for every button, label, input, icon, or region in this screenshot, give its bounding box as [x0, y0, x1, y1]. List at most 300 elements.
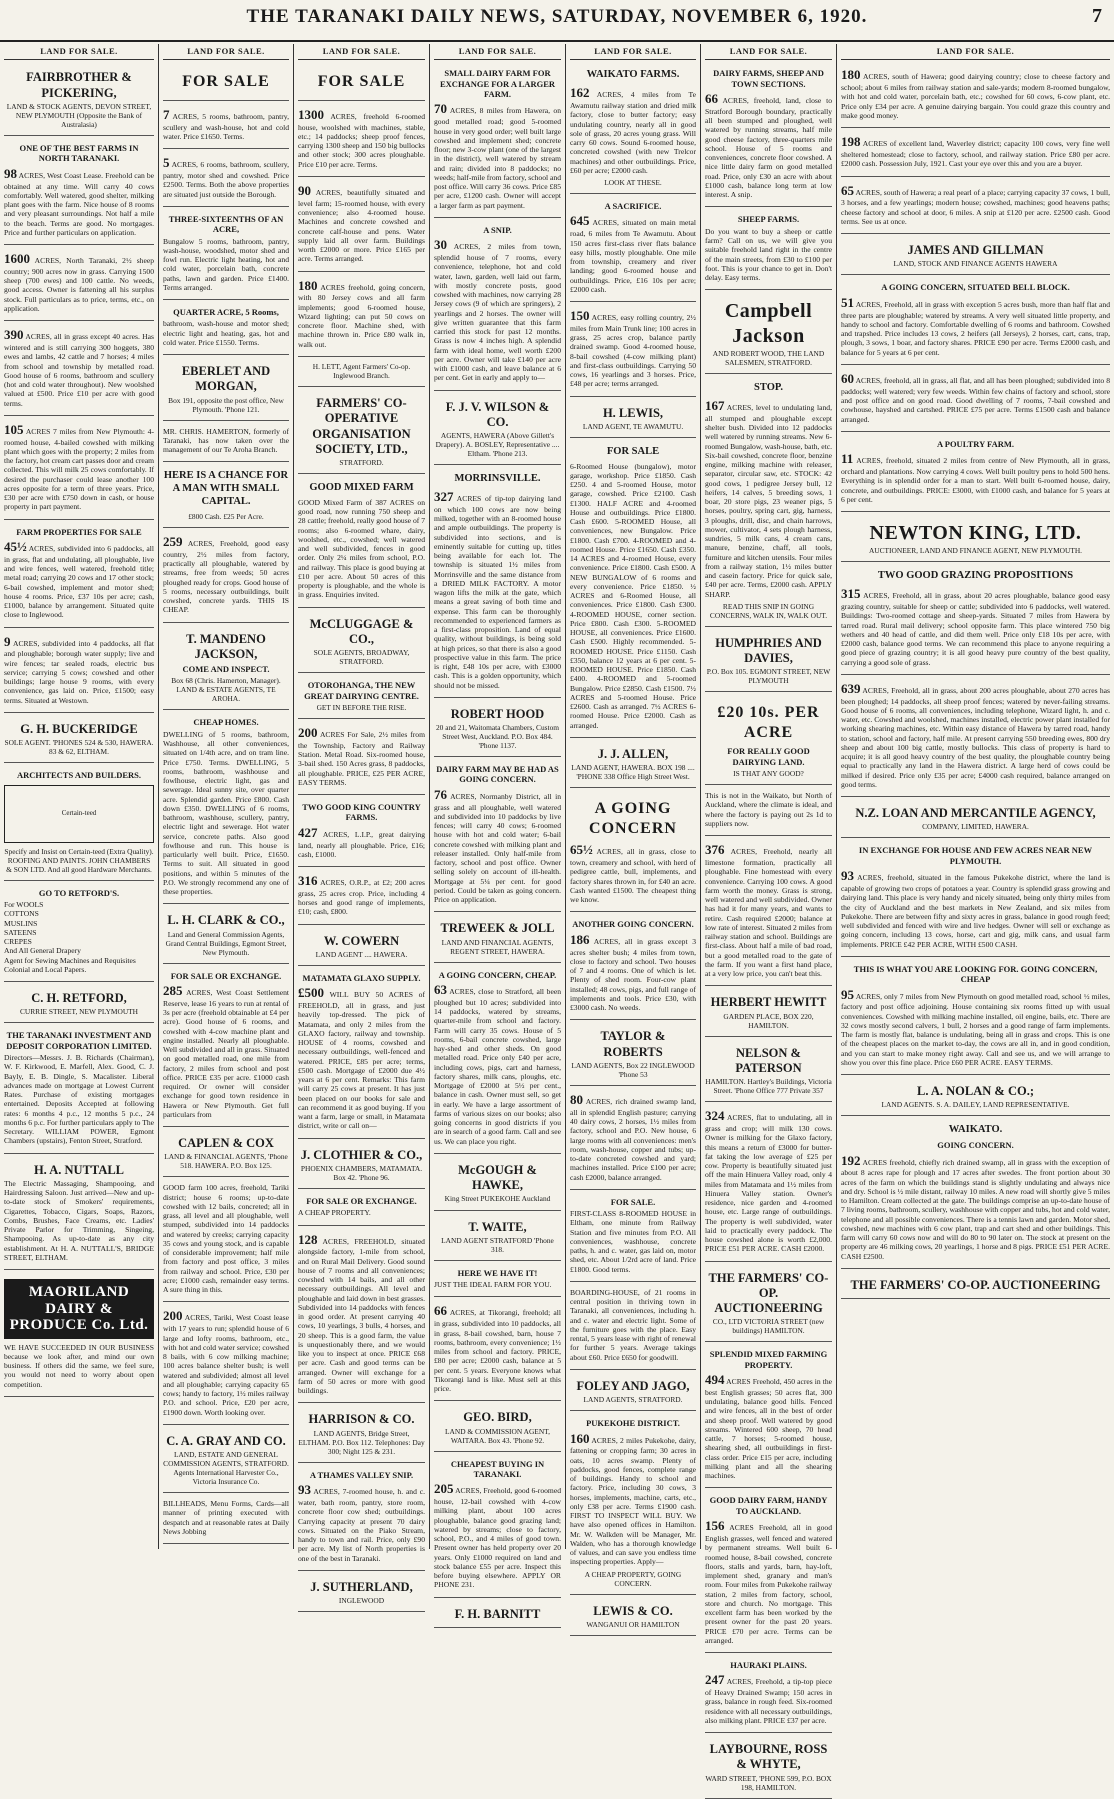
listing-acreage: 645 — [570, 213, 590, 229]
ad-subheading: A SNIP. — [483, 224, 512, 235]
listing-text — [434, 1303, 561, 1393]
advertisement — [298, 63, 425, 101]
advertisement — [705, 1735, 832, 1799]
listing-acreage: 63 — [434, 982, 447, 998]
listing-text — [705, 1108, 832, 1253]
listing-acreage: 1300 — [298, 106, 324, 122]
firm-address: AGENTS, HAWERA (Above Gillett's Drapery). A. BOSLEY, Representative .... Eltham. 'Phone 213. — [435, 431, 560, 459]
advertisement — [705, 694, 832, 785]
listing-body: ACRES, Freehold, all in grass, about 20 acres ploughable, balance good easy grazing country, suitable for sheep or cattle; subdivided into 6 paddocks, well watered. Buildings: Two-roomed cottage and sheep-yards. Situated 7 miles from Hawera by tarred road. Rural mail delivery; school opposite farm. This place wintered 750 big wethers and 40 head of cattle, and did them well. Price only £18 10s per acre, with £2000 cash, balance good terms. We can recommend this place to anyone requiring a good piece of grazing country; it is all good heavy pure country of the best quality, carrying a good sole of grass. — [841, 591, 1110, 667]
listing-body: ACRES 7 miles from New Plymouth: 4-roomed house, 4-bailed cowshed with milking plant which goes with the property; 2 miles from the factory, hot cream cart passes door and cream collected. This will milk 25 cows comfortably. If desired the purchaser could lease another 100 acres opposite for a term of three years. Price, £30 per acre with £750 down in cash, or house property in part payment. — [4, 426, 154, 512]
listing-text — [163, 319, 289, 347]
firm-name: CAPLEN & COX — [178, 1136, 274, 1151]
advertisement — [434, 1454, 561, 1598]
firm-address: LAND & COMMISSION AGENT, WAITARA. Box 43. 'Phone 92. — [445, 1426, 550, 1445]
advertisement — [298, 103, 425, 177]
firm-address: Land and General Commission Agents, Grand Central Buildings, Egmont Street, New Plymouth. — [165, 929, 287, 957]
advertisement — [841, 514, 1110, 562]
advertisement — [163, 423, 289, 463]
listing-acreage: 1600 — [4, 251, 30, 267]
advertisement — [163, 1179, 289, 1302]
listing-acreage: 105 — [4, 421, 24, 437]
advertisement — [298, 869, 425, 925]
advertisement — [4, 247, 154, 321]
listing-text — [841, 295, 1110, 357]
listing-body: ACRES, south of Hawera; a real pearl of a place; carrying capacity 37 cows, 1 bull, 3 horses, and a few yearlings; modern house; cowshed, machines; good heavens paths; cheese factory and school at door, 6 miles. A snip at £120 per acre. £2500 cash. Good terms. See us at once. — [841, 187, 1110, 226]
firm-name: FOLEY AND JAGO, — [576, 1378, 690, 1393]
advertisement — [298, 927, 425, 966]
listing-body: ACRES, freehold, all in grass, all flat, and all has been ploughed; subdivided into 8 paddocks; well watered; very few weeds. Within few chains of factory and school, store and post office and on good road. Good dwelling of 7 rooms, 7-bail cowshed and cowhouse, hayshed and cartshed. PRICE £75 per acre. Terms £1500 cash and balance arranged. — [841, 375, 1110, 424]
advertisement — [705, 1344, 832, 1488]
ad-headline: £20 10s. PER ACRE — [717, 704, 820, 741]
advertisement — [298, 274, 425, 357]
firm-name: FAIRBROTHER & PICKERING, — [26, 70, 132, 100]
company-logo: MAORILAND DAIRY & PRODUCE Co. Ltd. — [4, 1279, 154, 1339]
firm-name: THE FARMERS' CO-OP. AUCTIONEERING — [708, 1270, 829, 1316]
firm-name: J. CLOTHIER & CO., — [300, 1147, 423, 1162]
listing-text — [570, 1288, 696, 1362]
advertisement — [298, 1465, 425, 1571]
listing-acreage: £500 — [298, 985, 324, 1001]
ad-subheading: CHEAPEST BUYING IN TARANAKI. — [450, 1458, 545, 1479]
ad-subheading: HERE WE HAVE IT! — [457, 1267, 538, 1278]
firm-address: H. LETT, Agent Farmers' Co-op. Inglewood Branch. — [312, 361, 411, 380]
listing-body: ACRES, easy rolling country, 2½ miles from Main Trunk line; 100 acres in grass, 25 acres crop, balance partly drained swamp. Good 4-roomed house, 8-bail cowshed (4-cow milking plant) and first-class outbuildings. Carrying 50 cows, 16 yearlings and 3 horses. Price, £48 per acre; terms arranged. — [570, 313, 696, 389]
advertisement — [570, 740, 696, 788]
advertisement — [163, 1129, 289, 1177]
advertisement — [4, 418, 154, 520]
firm-name: T. MANDENO JACKSON, — [186, 631, 266, 661]
firm-address: Specify and Insist on Certain-teed (Extra Quality). ROOFING AND PAINTS. JOHN CHAMBERS & SON LTD. And all good Hardware Merchants. — [4, 846, 154, 874]
listing-body: ACRES freehold, going concern, with 80 Jersey cows and all farm implements; good 6-roomed house, Wizard lighting; can put 50 cows on concrete floor. Machine shed, with machine thrown in. Price £80 walk in, walk out. — [298, 282, 425, 349]
firm-address: SOLE AGENTS, BROADWAY, STRATFORD. — [313, 648, 410, 667]
firm-name: H. A. NUTTALL — [33, 1162, 125, 1177]
firm-address: LAND AGENT STRATFORD 'Phone 318. — [441, 1235, 554, 1254]
firm-address: STRATFORD. — [339, 458, 384, 468]
advertisement — [4, 323, 154, 416]
firm-name: LAYBOURNE, ROSS & WHYTE, — [709, 1742, 828, 1772]
ad-list-item: COTTONS — [4, 909, 39, 919]
advertisement — [570, 196, 696, 302]
ad-list-item: MUSLINS — [4, 918, 38, 928]
listing-text — [570, 1209, 696, 1274]
listing-acreage: 639 — [841, 680, 861, 696]
advertisement — [434, 914, 561, 962]
listing-body: ACRES, close to Stratford, all been ploughed but 10 acres; subdivided into 14 paddocks, watered by streams, quarter-mile from school and factory. Farm will carry 35 cows. House of 5 rooms, 6-bail concrete cowshed, large hay-shed and other sheds. On good metalled road. Price only £40 per acre, including cows, pigs, cart and harness, factory shares, milk cans, ploughs, etc. Mortgage of £2000 at 5½ per cent., balance in cash. Owner must sell, so get in early. We have a large assortment of farms of various sizes on our books; also going concerns in good districts if you are in search of a good farm. Call and see us. We can place you right. — [434, 987, 561, 1146]
ad-subheading: A THAMES VALLEY SNIP. — [309, 1469, 414, 1480]
advertisement — [434, 1213, 561, 1261]
firm-name: G. H. BUCKERIDGE — [20, 721, 138, 736]
listing-body: ACRES, 7-roomed house, h. and c. water, bath room, pantry, store room, concrete floor cow shed; outbuildings. Carrying capacity at present 70 dairy cows. Situated on the Piako Stream, handy to town and rail. Price, only £90 per acre. My list of North properties is one of the best in Taranaki. — [298, 1487, 426, 1563]
ad-heading: MORRINSVILLE. — [454, 473, 541, 485]
advertisement — [705, 1264, 832, 1343]
advertisement — [705, 376, 832, 627]
ad-subheading: A GOING CONCERN, SITUATED BELL BLOCK. — [881, 282, 1070, 293]
advertisement — [163, 712, 289, 904]
advertisement — [705, 1039, 832, 1103]
firm-address: HAMILTON. Hartley's Buildings, Victoria Street. 'Phone Office 777 Private 357 — [705, 1077, 832, 1096]
firm-address: LAND AGENTS, STRATFORD. — [583, 1395, 683, 1405]
advertisement — [163, 464, 289, 527]
advertisement — [298, 675, 425, 719]
listing-body: WE HAVE SUCCEEDED IN OUR BUSINESS because we look after, and mind our own business. If others did the same, we feel sure, you would not need to worry about open competition. — [4, 1342, 154, 1389]
ad-subheading: TWO GOOD KING COUNTRY FARMS. — [302, 802, 421, 823]
advertisement — [163, 302, 289, 355]
listing-body: ACRES, freehold, situated in the famous Pukekohe district, where the land is capable of growing two crops of potatoes a year. Country is splendid grass growing and dairying land. This place is very handy and nicely situated, being only thirty miles from the city of Auckland and the best markets in New Zealand, and six miles from Pukekohe. There are between fifty and sixty acres in grass, balance in good rough feed; well subdivided and fenced with wire and live hedges. Owner will sell or exchange as going concern, including 13 cows, horse, cart and gig, milk cans, and usual farm implements. PRICE £42 PER ACRE, WITH £500 CASH. — [841, 873, 1110, 949]
listing-body: ACRES, 6 rooms, bathroom, scullery, pantry, motor shed and cowshed. Price £2500. Terms. Both the above properties are situated just outside the Borough. — [163, 160, 290, 199]
advertisement — [570, 440, 696, 738]
firm-name: H. LEWIS, — [602, 405, 664, 420]
advertisement — [434, 1299, 561, 1401]
listing-body: ACRES, level to undulating land, all stumped and ploughable except shelter bush. Divided into 12 paddocks well watered by running streams. New 6-roomed Bungalow, wash-house, bath, etc. Six-bail cowshed, concrete floor, benzine engine, milking machine with releaser, separator, circular saw, etc. STOCK: 42 good cows, 1 pedigree Jersey bull, 12 heifers, 14 calves, 5 breeding sows, 1 boar, 20 store pigs, 23 weaner pigs, 5 horses, poultry, spring cart, gig, harness, 3 ploughs, drill, disc, and chain harrows, mower, cultivator, 4 sets plough harness, sundries, 5 milk cans, 4 cream cans, manure, benzine, chaff, all tools, furniture and kitchen utensils. Four miles from a railway station, 1½ miles butter and casein factory. Price for quick sale, £40 per acre. Terms, £2000 cash. APPLY SHARP. — [705, 402, 832, 599]
listing-text — [841, 134, 1110, 168]
listing-body: FIRST-CLASS 8-ROOMED HOUSE in Eltham, one minute from Railway Station and five minutes from P.O. All conveniences, washhouse, concrete paths, h. and c. water, gas laid on, motor shed, etc. About 1/2rd acre of land. Price £1800. Good terms. — [570, 1209, 696, 1274]
firm-address: LAND & FINANCIAL AGENTS, 'Phone 518. HAWERA. P.O. Box 125. — [164, 1152, 288, 1171]
advertisement — [570, 1192, 696, 1282]
listing-text — [298, 183, 425, 264]
firm-address: LAND AGENT, TE AWAMUTU. — [582, 421, 684, 431]
listing-acreage: 9 — [4, 633, 11, 649]
firm-name: F. H. BARNITT — [454, 1606, 541, 1621]
listing-body: ACRES, Freehold, good 6-roomed house, 12-bail cowshed with 4-cow milking plant, about 100 acres ploughable, balance good grazing land; watered by streams; close to factory, school, P.O., and 4 miles of good town. Present owner has held property over 20 years. Only £1000 required on land and stock balance £55 per acre. Inspect this before buying elsewhere. APPLY OR PHONE 231. — [434, 1486, 562, 1590]
firm-name: EBERLET AND MORGAN, — [181, 364, 271, 394]
advertisement — [841, 367, 1110, 432]
listing-acreage: 45½ — [4, 538, 27, 554]
ad-subheading: PUKEKOHE DISTRICT. — [586, 1418, 680, 1429]
firm-name: NELSON & PATERSON — [735, 1045, 802, 1075]
ad-headline: FOR SALE — [182, 73, 270, 91]
listing-text — [841, 868, 1110, 949]
advertisement — [841, 840, 1110, 956]
listing-body: ACRES of excellent land, Waverley district; capacity 100 cows, very fine well sheltered homestead; close to factory, school, and railway station. Price £80 per acre. £2000 cash. Possession July, 1921. Cast your eye over this and you are a buyer. — [841, 139, 1110, 169]
advertisement — [434, 63, 561, 217]
listing-acreage: 66 — [434, 1303, 447, 1319]
ad-heading: TWO GOOD GRAZING PROPOSITIONS — [877, 570, 1074, 582]
column-heading: LAND FOR SALE. — [434, 44, 561, 60]
listing-text — [705, 227, 832, 283]
ad-heading: FOR SALE — [606, 445, 660, 457]
advertisement — [705, 838, 832, 986]
listing-text — [163, 1499, 289, 1536]
listing-body: ACRES, FREEHOLD, situated alongside factory, 1-mile from school, and on Rural Mail Delivery. Good sound house of 7 rooms and all conveniences; cowshed with 14 bails, and all other necessary outbuildings. All level and ploughable and laid down in best grasses. Subdivided into 14 paddocks with fences in good order. At present carrying 40 cows, 10 yearlings, 3 bulls, 4 horses, and 20 sheep. This is a good farm, the value is unquestionably there, and we would like you to inspect at once. PRICE £68 per acre. Cash and good terms can be arranged. Owner will exchange for a farm of 50 acres or more with good buildings. — [298, 1236, 425, 1396]
advertisement — [570, 304, 696, 397]
listing-body: ACRES, at Tikorangi, freehold; all in grass, subdivided into 10 paddocks, all in grass, 8-bail cowshed, barn, house 7 rooms, bathroom, every convenience; 1½ miles from school and factory. PRICE, £80 per acre; £2000 cash, balance at 5 per cent. 5 years. Everyone knows what Tikorangi land is like. Must sell at this price. — [434, 1308, 561, 1394]
listing-text — [705, 91, 832, 199]
advertisement — [841, 277, 1110, 364]
advertisement — [298, 476, 425, 608]
listing-text — [298, 825, 425, 859]
firm-address: LAND AGENTS, Box 22 INGLEWOOD 'Phone 53 — [571, 1060, 695, 1079]
firm-address: LOOK AT THESE. — [604, 178, 662, 188]
listing-text — [163, 427, 289, 455]
advertisement — [298, 1141, 425, 1189]
ad-list-item: And All General Drapery — [4, 946, 81, 956]
ad-subheading: SMALL DAIRY FARM FOR EXCHANGE FOR A LARGER FARM. — [440, 68, 555, 100]
column-3 — [294, 44, 430, 1606]
listing-acreage: 198 — [841, 134, 861, 150]
advertisement — [163, 357, 289, 421]
firm-address: AUCTIONEER, LAND AND FINANCE AGENT, NEW PLYMOUTH. — [868, 546, 1083, 556]
firm-name: LEWIS & CO. — [593, 1603, 673, 1618]
firm-address: LAND AGENTS, Bridge Street, ELTHAM. P.O. Box 112. Telephones: Day 300; Night 125 & 231. — [298, 1428, 425, 1456]
firm-name: TREWEEK & JOLL — [440, 921, 555, 936]
ad-subheading: SHEEP FARMS. — [737, 214, 800, 225]
advertisement — [298, 389, 425, 474]
firm-address: READ THIS SNIP IN GOING CONCERNS, WALK IN, WALK OUT. — [709, 601, 828, 620]
column-heading: LAND FOR SALE. — [4, 44, 154, 60]
listing-body: This is not in the Waikato, but North of Auckland, where the climate is ideal, and where the factory is paying out 2s 1d to suppliers now. — [705, 791, 832, 828]
ad-list — [4, 900, 154, 974]
listing-acreage: 192 — [841, 1152, 861, 1168]
listing-acreage: 324 — [705, 1108, 725, 1124]
ad-subheading: HAURAKI PLAINS. — [730, 1660, 807, 1671]
listing-text — [570, 1431, 696, 1567]
firm-address: 20 and 21, Waitomata Chambers, Custom Street West, Auckland. P.O. Box 484. 'Phone 1137. — [435, 723, 560, 751]
listing-body: ACRES, 2 miles from town, splendid house of 7 rooms, every convenience, telephone, hot and cold water, lawn, garden, well laid out farm, with mostly concrete posts, good cowshed with machines, now carrying 28 Jersey cows (9 of which are springers), 2 yearlings and 2 horses. The owner will give written guarantee that this farm carried this stock for past 12 months. Grass is now 4 inches high. A splendid farm with ideal home, well worth £200 per acre. Owner will take £140 per acre with £1000 cash, and leave balance at 6 per cent. Get in early and apply to— — [434, 242, 561, 383]
advertisement — [841, 1271, 1110, 1299]
advertisement — [163, 103, 289, 149]
firm-name: L. A. NOLAN & CO.; — [916, 1084, 1035, 1099]
ad-heading: HERE IS A CHANCE FOR A MAN WITH SMALL CAPITAL. — [163, 470, 289, 508]
listing-text — [570, 308, 696, 389]
listing-body: ACRES For Sale, 2½ miles from the Township, Factory and Railway Station. Metal Road. Six-roomed house, 3-bail shed. 150 Acres grass, 8 paddocks, all ploughable. PRICE, £25 PER ACRE, EASY TERMS. — [298, 729, 425, 787]
listing-acreage: 51 — [841, 294, 854, 310]
listing-body: ACRES, 4 miles from Te Awamutu railway station and dried milk factory, close to butter factory; easy undulating country, nearly all in good sole of grass, 20 acres young grass. Will carry 60 cows. Sound 6-roomed house, concreted cowshed (with new Trelcor machines) and other outbuildings. Price, £60 per acre; £2000 cash. — [570, 90, 696, 175]
listing-acreage: 285 — [163, 983, 183, 999]
newspaper-title: THE TARANAKI DAILY NEWS, SATURDAY, NOVEMBER 6, 1920. — [246, 6, 868, 27]
listing-body: ACRES, 2 miles Pukekohe, dairy, fattening or cropping farm; 30 acres in oats, 10 acres swamp. Plenty of paddocks, good fences, complete range of buildings. Handy to school and factory. Price, including 30 cows, 3 horses, implements, machine, carts, etc., only £38 per acre. Terms £1900 cash. FIRST TO INSPECT WILL BUY. We have also opened offices in Hamilton. Mr. W. Walkden will be Manager, Mr. Walden, who has a thorough knowledge of values, and can save you endless time inspecting properties. Apply— — [570, 1435, 696, 1567]
listing-text — [298, 873, 425, 917]
ad-subheading: A SACRIFICE. — [604, 201, 662, 212]
listing-text — [841, 681, 1110, 789]
listing-body: A CHEAP PROPERTY. — [298, 1208, 371, 1218]
listing-body: ACRES freehold, chiefly rich drained swamp, all in grass with the exception of about 8 acres rape for plough and 17 acres after swedes. The front portion about 30 acres of the farm on which the buildings stand is slightly undulating and always nice and dry. School is ½ mile distant, railway 10 miles. A new road will shortly give 5 miles to Hamilton. Cream collected at the gate. The buildings comprise an up-to-date house of 7 living rooms, bathroom, scullery, washhouse with copper and tubs, hot and cold water, telephone and all possible conveniences. There is a tennis lawn and garden. Motor shed, cowshed, new machines with 6 cow plant, trap and cart shed and other buildings. This farm will carry 60 cows now and will do 80 to 90 later on. The stock at present on the property are 46 milking cows, 20 yearlings, 1 horse and 8 pigs. PRICE £51 PER ACRE. CASH £2500. — [841, 1157, 1110, 1261]
ad-subheading: FOR SALE OR EXCHANGE. — [170, 970, 282, 981]
listing-body: ACRES, beautifully situated and level farm; 15-roomed house, with every convenience; also 4-roomed house. Machines and concrete cowshed and concrete calf-house and pens. Water supply laid all over farm. Buildings worth £2000 or more. Price £165 per acre. Terms arranged. — [298, 187, 425, 264]
listing-body: ACRES, Freehold, a tip-top piece of Heavy Drained Swamp; 150 acres in grass, balance in rough feed. Six-roomed residence with all necessary outbuildings, also milking plant. PRICE £37 per acre. — [705, 1677, 832, 1725]
column-heading: LAND FOR SALE. — [705, 44, 832, 60]
listing-body: ACRES, rich drained swamp land, all in splendid English pasture; carrying 40 dairy cows, 2 horses, 1½ miles from factory, school and P.O. New house, 6 large rooms with all conveniences: men's room, wash-house, copper and tubs; up-to-date concreted cowshed and yard; machines installed. Price £100 per acre; cash £2000, balance arranged. — [570, 1096, 696, 1182]
listing-text — [298, 725, 425, 787]
column-heading: LAND FOR SALE. — [298, 44, 425, 60]
firm-name: HARRISON & CO. — [308, 1412, 415, 1427]
ad-headline: A GOING CONCERN — [589, 800, 677, 837]
advertisement — [570, 1022, 696, 1086]
listing-body: ACRES, Normanby District, all in grass and all ploughable, well watered and subdivided into 10 paddocks by live fences; will carry 40 cows; 6-roomed house with hot and cold water; 6-bail concrete cowshed with milking plant and releaser installed. Only half-mile from factory, school and post office. Owner selling solely on account of ill-health. Mortgage at 5¼ per cent. for good period. Could be taken as going concern. Price on application. — [434, 791, 561, 905]
listing-body: Directors—Messrs. J. B. Richards (Chairman), W. F. Kirkwood, E. Marfell, Alex. Good, C. J. Bayly, E. B. Dingle, S. Macalister. Liberal advances made on mortgage at Lowest Current Rates. Purchase of existing mortgages entertained. Deposits Accepted at following rates: 6 months 4 p.c., 12 months 5 p.c., 24 months 6 p.c. For further particulars apply to The Secretary. WILLIAM POWER, Egmont Chambers (upstairs), Fenton Street, Stratford. — [4, 1053, 155, 1146]
listing-text — [434, 237, 561, 382]
firm-name: C. H. RETFORD, — [31, 991, 127, 1006]
ad-subheading: THREE-SIXTEENTHS OF AN ACRE, — [168, 213, 284, 235]
listing-body: Do you want to buy a sheep or cattle farm? Call on us, we will give you suitable freehold land right in the centre of the main streets, from £30 to £100 per foot. This is your chance to get in. Don't delay. Easy terms. — [705, 226, 832, 283]
advertisement — [298, 1573, 425, 1612]
listing-body: WILL BUY 50 ACRES of FREEHOLD, all in grass, and just heavily top-dressed. The pick of Matamata, and only 2 miles from the GLAXO factory, railway and township. HOUSE of 4 rooms, cowshed and necessary outbuildings, well-fenced and watered. PRICE, £85 per acre; terms, £500 cash. Mortgage of £2000 due 4½ years at 6 per cent. Remarks: This farm will carry 25 cows at present. It has just been placed on our books for sale and can recommend it as good buying. If you want a farm, large or small, in Matamata district, write or call on— — [298, 990, 425, 1131]
firm-name: C. A. GRAY AND CO. — [166, 1433, 286, 1448]
listing-acreage: 128 — [298, 1231, 318, 1247]
listing-acreage: 186 — [570, 931, 590, 947]
listing-body: ACRES Freehold, 450 acres in the best English grasses; 50 acres flat, 300 undulating, balance good hills. Fenced and wire fences, all in the best of order and sheep proof. Well watered by good streams. Wintered 600 sheep, 70 head cattle, 7 horses; 5-roomed house, shearing shed, all outbuildings in first-class order. Price £15 per acre, including milking plant and all the shearing machines. — [705, 1377, 833, 1481]
listing-acreage: 390 — [4, 327, 24, 343]
firm-address: LAND & STOCK AGENTS, DEVON STREET, NEW PLYMOUTH (Opposite the Bank of Australasia) — [6, 101, 152, 129]
firm-address: LAND AGENT, HAWERA. BOX 198 .... 'PHONE 338 Office High Street West. — [571, 763, 695, 782]
advertisement — [434, 467, 561, 698]
advertisement — [298, 179, 425, 272]
listing-acreage: 70 — [434, 101, 447, 117]
listing-body: ACRES, West Coast Lease. Freehold can be obtained at any time. Will carry 40 cows comfortably. Well watered, good shelter, milking plant goes with the farm. Nice house of 8 rooms and very pleasant surroundings. Not half a mile to the beach. Terms are good. No mortgages. Price and further particulars on application. — [4, 170, 154, 237]
listing-body: ACRES Freehold, all in good English grasses, well fenced and watered by permanent streams. Well built 6-roomed house, 8-bail cowshed, concrete floors, stalls and yards, barn, hay-loft, implement shed, granary and man's room. Four miles from Pukekohe railway station, 2 miles from factory, school, store and church. No mortgage. This excellent farm has been worked by the present owner for the past 20 years. PRICE £70 per acre. Terms can be arranged. — [705, 1523, 832, 1645]
advertisement — [298, 797, 425, 867]
listing-body: ACRES, Freehold, all in grass, about 200 acres ploughable, about 270 acres has been ploughed; 14 paddocks, all sheep proof fences; watered by never-failing streams. Good house of 6 rooms, all conveniences, including telephone, Wizard light, h. and c. water, etc. Cowshed and woolshed, machines installed, electric power plant installed for working shearing machines, etc. Within easy distance of Hawera by tarred road, handy to station, school and factory, half mile. At present carrying 550 breeding ewes, 800 dry sheep and about 100 big cattle, mostly bullocks. This class of property is hard to acquire; it is all good heavy country of the best quality, the ploughable country being equal to practically any land in the Hawera district. A large herd of cows could be milked if desired. Price only £35 per acre; £4000 cash required, balance arranged on good terms. — [841, 685, 1110, 789]
advertisement — [841, 1118, 1110, 1269]
advertisement — [705, 988, 832, 1036]
listing-body: ACRES, subdivided into 4 paddocks, all flat and ploughable; borough water supply; live and wire fences; tar sealed roads, electric bus service; carrying 5 cows; cowshed and other buildings; large house 9 rooms, with every convenience, gas laid on. Price, £1500; easy terms. Situated at Westown. — [4, 638, 154, 705]
ad-heading: GOOD MIXED FARM — [309, 482, 414, 494]
ad-subheading: ANOTHER GOING CONCERN. — [572, 919, 694, 930]
advertisement — [570, 1284, 696, 1370]
listing-text — [434, 1481, 561, 1589]
ad-subheading: FOR SALE OR EXCHANGE. — [306, 1196, 417, 1207]
advertisement — [841, 677, 1110, 797]
advertisement — [570, 1597, 696, 1636]
ad-list-item: Colonial and Local Papers. — [4, 964, 87, 974]
firm-name: W. COWERN — [323, 933, 400, 948]
listing-text — [4, 1053, 154, 1146]
advertisement — [570, 63, 696, 194]
firm-name: FARMERS' CO-OPERATIVE ORGANISATION SOCIETY, LTD., — [312, 396, 411, 456]
ad-subheading: OTOROHANGA, THE NEW GREAT DAIRYING CENTRE. — [304, 680, 419, 701]
listing-body: ACRES, freehold, situated 2 miles from centre of New Plymouth, all in grass, orchard and plantations. Now carrying 4 cows. Well built poultry pens to hold 500 hens. Everything is in splendid order for a man to start. Well built 6-roomed house, dairy, concrete, and outbuildings. PRICE: £3000, with £1000 cash, and balance for 5 years at 6 per cent. — [841, 456, 1110, 504]
listing-text — [298, 1482, 425, 1563]
listing-text — [4, 1179, 154, 1262]
column-7 — [837, 44, 1114, 1549]
listing-body: ACRES, flat to undulating, all in grass and crop; will milk 130 cows. Owner is milking for the Glaxo factory, this means a return of £3000 for butter-fat taking the low average of £25 per cow. Property is beautifully situated just off the main Hinuera Valley road, only 4 miles from Matamata and 1½ miles from Hinuera Valley station. Owner's residence, nice garden and 4-roomed house, etc. Large range of outbuildings. The property is well subdivided, water laid to practically every paddock. The house cowshed alone is worth £2,000. PRICE £51 PER ACRE. CASH £2000. — [705, 1113, 832, 1254]
ad-subheading: GOOD DAIRY FARM, HANDY TO AUCKLAND. — [709, 1495, 828, 1516]
firm-name: N.Z. LOAN AND MERCANTILE AGENCY, — [855, 806, 1096, 821]
advertisement — [163, 1304, 289, 1424]
advertisement — [705, 1104, 832, 1261]
firm-name: ROBERT HOOD — [450, 706, 545, 721]
column-6 — [701, 44, 837, 1792]
ad-subheading: IN EXCHANGE FOR HOUSE AND FEW ACRES NEAR NEW PLYMOUTH. — [858, 845, 1093, 866]
firm-name-large: Campbell Jackson — [724, 300, 813, 347]
listing-body: ACRES of tip-top dairying land on which 100 cows are now being milked, together with an 8-roomed house and ample outbuildings. The property is subdivided into sections, and is eminently suitable for cutting up, titles being available for each lot. The township is situated 1½ miles from Morrinsville and the same distance from a DRIED MILK FACTORY. A motor wagon lifts the milk at the gate, which means a great saving of both time and expense. This farm can be thoroughly recommended to experienced farmers as a first-class proposition. Land of equal quality, without buildings, is being sold at high prices, so that there is also a good prospective value in this farm. The price is right, £48 10s per acre, with £3000 cash. This is a golden opportunity, which should not be missed. — [434, 493, 561, 690]
advertisement — [570, 790, 696, 912]
listing-acreage: 427 — [298, 824, 318, 840]
listing-text — [4, 539, 154, 620]
listing-text — [705, 398, 832, 599]
advertisement — [705, 209, 832, 290]
advertisement — [4, 765, 154, 880]
listing-body: ACRES, Freehold, all in grass with exception 5 acres bush, more than half flat and three parts are ploughable; watered by streams. A very well situated little property, and handy to school and factory. Comfortable dwelling of 6 rooms and bathroom. Cowshed and trapshed. Price includes 13 cows, 2 heifers (all Jerseys), 2 horses, cart, cans, trap, plough, 3 sows, 1 boar, and factory shares. PRICE £90 per acre. Terms £2000 cash, and balance for 5 years at 6 per cent. — [841, 299, 1110, 357]
advertisement — [570, 1372, 696, 1411]
ad-subheading: DAIRY FARM MAY BE HAD AS GOING CONCERN. — [436, 764, 559, 785]
advertisement — [434, 759, 561, 912]
listing-acreage: 65 — [841, 182, 854, 198]
listing-text — [570, 213, 696, 294]
firm-name: L. H. CLARK & CO., — [167, 913, 285, 928]
listing-acreage: 5 — [163, 155, 170, 171]
advertisement — [4, 984, 154, 1023]
firm-address: SOLE AGENT. 'PHONES 524 & 530, HAWERA. 83 & 62, ELTHAM. — [4, 738, 154, 757]
advertisement — [163, 63, 289, 101]
listing-text — [434, 101, 561, 209]
column-heading: LAND FOR SALE. — [570, 44, 696, 60]
listing-text — [705, 1518, 832, 1645]
listing-body: ACRES, subdivided into 6 paddocks, all in grass, flat and undulating, all ploughable, live and wire fences, well watered, freehold title; metal road; carrying 20 cows and 17 other stock; 6-bail cowshed, implement and motor shed; house 4 rooms. Price, £37 10s per acre; cash, £1000, balance by arrangement. Situated quite close to Inglewood. — [4, 543, 154, 620]
advertisement — [570, 1413, 696, 1595]
advertisement — [705, 787, 832, 836]
listing-text — [570, 842, 696, 904]
firm-address: LAND, ESTATE AND GENERAL COMMISSION AGENTS, STRATFORD. Agents International Harvester Co., Victoria Insurance Co. — [163, 1450, 289, 1487]
advertisement — [434, 1156, 561, 1211]
ad-subheading: A POULTRY FARM. — [936, 438, 1015, 449]
listing-text — [570, 462, 696, 730]
listing-text — [298, 498, 425, 600]
ad-list-item: SATEENS — [4, 927, 37, 937]
advertisement — [298, 610, 425, 674]
listing-body: ACRES, L.I.P., great dairying land, nearly all ploughable. Price, £16; cash, £1000. — [298, 829, 425, 859]
advertisement — [163, 209, 289, 300]
listing-text — [4, 251, 154, 313]
listing-body: bathroom, wash-house and motor shed; electric light and heating, gas, hot and cold water. Price £1550. Terms. — [163, 319, 289, 347]
advertisement — [434, 1403, 561, 1451]
advertisement — [570, 1088, 696, 1190]
ad-subheading: THIS IS WHAT YOU ARE LOOKING FOR. GOING CONCERN, CHEAP — [853, 963, 1098, 985]
listing-text — [705, 1372, 832, 1480]
firm-name: GEO. BIRD, — [463, 1410, 532, 1425]
advertisement — [841, 236, 1110, 275]
product-logo: Certain-teed — [4, 785, 154, 843]
listing-acreage: 259 — [163, 533, 183, 549]
listing-acreage: 316 — [298, 873, 318, 889]
firm-address: LAND AGENTS. S. A. DAILEY, LAND REPRESENTATIVE. — [881, 1100, 1070, 1110]
listing-acreage: 7 — [163, 106, 170, 122]
ad-heading: STOP. — [754, 382, 783, 394]
firm-name: THE FARMERS' CO-OP. AUCTIONEERING — [850, 1277, 1101, 1292]
listing-text — [298, 278, 425, 349]
listing-acreage: 95 — [841, 986, 854, 1002]
listing-body: ACRES, 8 miles from Hawera, on good metalled road; good 5-roomed house in very good order; well built large cowshed and implement shed; concrete floor; new 3-cow plant (one of the largest in the district), well watered by stream and rain; divided into 8 paddocks; no weeds; half-mile from factory, school and post office. Will carry 36 cows. Price £85 per acre, £1200 cash. Owner will accept a larger farm as part payment. — [434, 106, 561, 210]
firm-address: COMPANY, LIMITED, HAWERA. — [922, 822, 1029, 832]
advertisement — [163, 625, 289, 711]
ad-subheading: CHEAP HOMES. — [193, 717, 259, 728]
advertisement — [705, 292, 832, 374]
listing-text — [705, 1672, 832, 1725]
firm-address: AND ROBERT WOOD, THE LAND SALESMEN, STRATFORD. — [712, 349, 825, 368]
listing-text — [841, 987, 1110, 1068]
listing-text — [705, 842, 832, 978]
masthead — [0, 0, 1114, 42]
advertisement — [570, 399, 696, 438]
firm-address: GET IN BEFORE THE RISE. — [316, 702, 407, 712]
ad-subheading: GOING CONCERN. — [937, 1140, 1014, 1151]
listing-text — [163, 155, 289, 199]
listing-acreage: 160 — [570, 1430, 590, 1446]
listing-body: ACRES, south of Hawera; good dairying country; close to cheese factory and school; about 6 miles from railway station and sale-yards; modern 8-roomed bungalow, with hot and cold water, porcelain bath, etc.; cowshed for 60 cows, 6-cow plant, etc. Price only £34 per acre. A genuine dairying bargain. You could graze this country and make good money. — [841, 72, 1110, 120]
advertisement — [4, 883, 154, 982]
listing-body: ACRES, situated on main metal road, 6 miles from Te Awamutu. About 150 acres first-class river flats balance easy hills, mostly ploughable. One mile from township, creamery and river landing; good 6-roomed house and outbuildings. Price, £16 10s per acre; £2000 cash. — [570, 218, 697, 294]
listing-text — [163, 534, 289, 615]
advertisement — [841, 434, 1110, 512]
listing-acreage: 150 — [570, 308, 590, 324]
page-number: 7 — [1092, 5, 1102, 27]
listing-body: ACRES, Freehold, good easy country, 2½ miles from factory, practically all ploughable, watered by streams, free from weeds; 50 acres ploughed ready for crops. Good house of 5 rooms, necessary outbuildings, built cowshed, concrete yards. THIS IS CHEAP. — [163, 538, 289, 615]
advertisement — [841, 63, 1110, 128]
firm-name: HUMPHRIES AND DAVIES, — [715, 635, 822, 666]
listing-body: ACRES, North Taranaki, 2½ sheep country; 900 acres now in grass. Carrying 1500 sheep (700 ewes) and 100 cattle. No weeds, good access. Owner is fattening all his surplus stock. Full particulars as to price, terms, etc., on application. — [4, 256, 154, 313]
listing-text — [570, 85, 696, 175]
advertisement — [434, 220, 561, 391]
